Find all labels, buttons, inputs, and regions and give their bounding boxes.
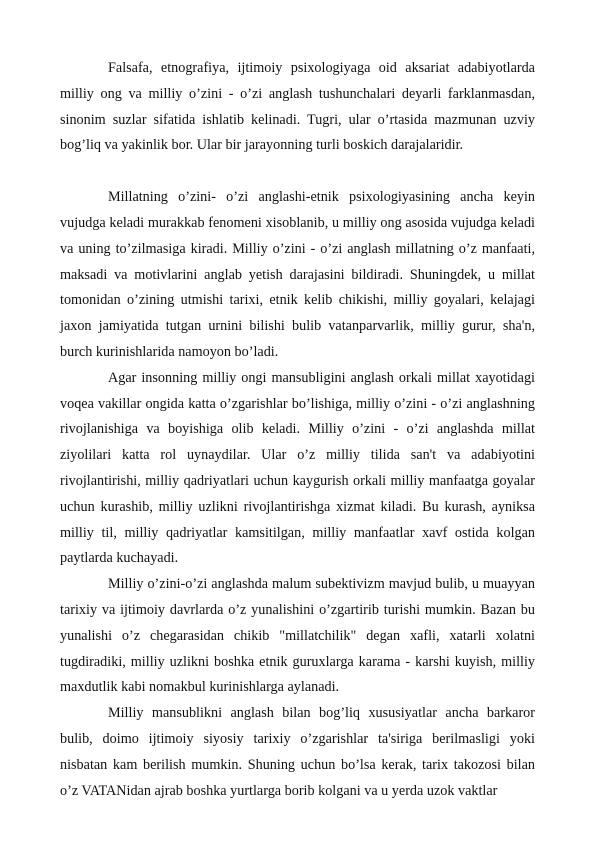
paragraph-3: Agar insonning milliy ongi mansubligini anglash orkali millat xayotidagi voqea vakillar ongida katta o’zgarishlar bo’lishiga, milliy o’zini - o’zi anglashning rivojlanishiga va boyishiga olib keladi. Milliy o’zini - o’zi anglashda millat ziyolilari katta rol uynaydilar. Ular o’z milliy tilida san't va adabiyotini rivojlantirishi, milliy qadriyatlari uchun kaygurish orkali milliy manfaatga goyalar uchun kurashib, milliy uzlikni rivojlantirishga xizmat kiladi. Bu kurash, ayniksa milliy til, milliy qadriyatlar kamsitilgan, milliy manfaatlar xavf ostida kolgan paytlarda kuchayadi. bbox=[60, 369, 535, 567]
paragraph-1: Falsafa, etnografiya, ijtimoiy psixologiyaga oid aksariat adabiyotlarda milliy ong va milliy o’zini - o’zi anglash tushunchalari deyarli farklanmasdan, sinonim suzlar sifatida ishlatib kelinadi. Tugri, ular o’rtasida mazmunan uzviy bog’liq va yakinlik bor. Ular bir jarayonning turli boskich darajalaridir. bbox=[60, 60, 535, 154]
paragraph-5: Milliy mansublikni anglash bilan bog’liq xususiyatlar ancha barkaror bulib, doimo ijtimoiy siyosiy tarixiy o’zgarishlar ta'siriga berilmasligi yoki nisbatan kam berilish mumkin. Shuning uchun bo’lsa kerak, tarix takozosi bilan o’z VATANidan ajrab boshka yurtlarga borib kolgani va u yerda uzok vaktlar bbox=[60, 705, 535, 799]
paragraph-4: Milliy o’zini-o’zi anglashda malum subektivizm mavjud bulib, u muayyan tarixiy va ijtimoiy davrlarda o’z yunalishini o’zgartirib turishi mumkin. Bazan bu yunalishi o’z chegarasidan chikib "millatchilik" degan xafli, xatarli xolatni tugdiradiki, milliy uzlikni boshka etnik guruxlarga karama - karshi kuyish, milliy maxdutlik kabi nomakbul kurinishlarga aylanadi. bbox=[60, 576, 535, 696]
document-page bbox=[60, 56, 535, 804]
paragraph-2: Millatning o’zini- o’zi anglashi-etnik psixologiyasining ancha keyin vujudga keladi murakkab fenomeni xisoblanib, u milliy ong asosida vujudga keladi va uning to’zilmasiga kiradi. Milliy o’zini - o’zi anglash millatning o’z manfaati, maksadi va motivlarini anglab yetish darajasini bildiradi. Shuningdek, u millat tomonidan o’zining utmishi tarixi, etnik kelib chikishi, milliy goyalari, kelajagi jaxon jamiyatida tutgan urnini bilishi bulib vatanparvarlik, milliy gurur, sha'n, burch kurinishlarida namoyon bo’ladi. bbox=[60, 189, 535, 360]
